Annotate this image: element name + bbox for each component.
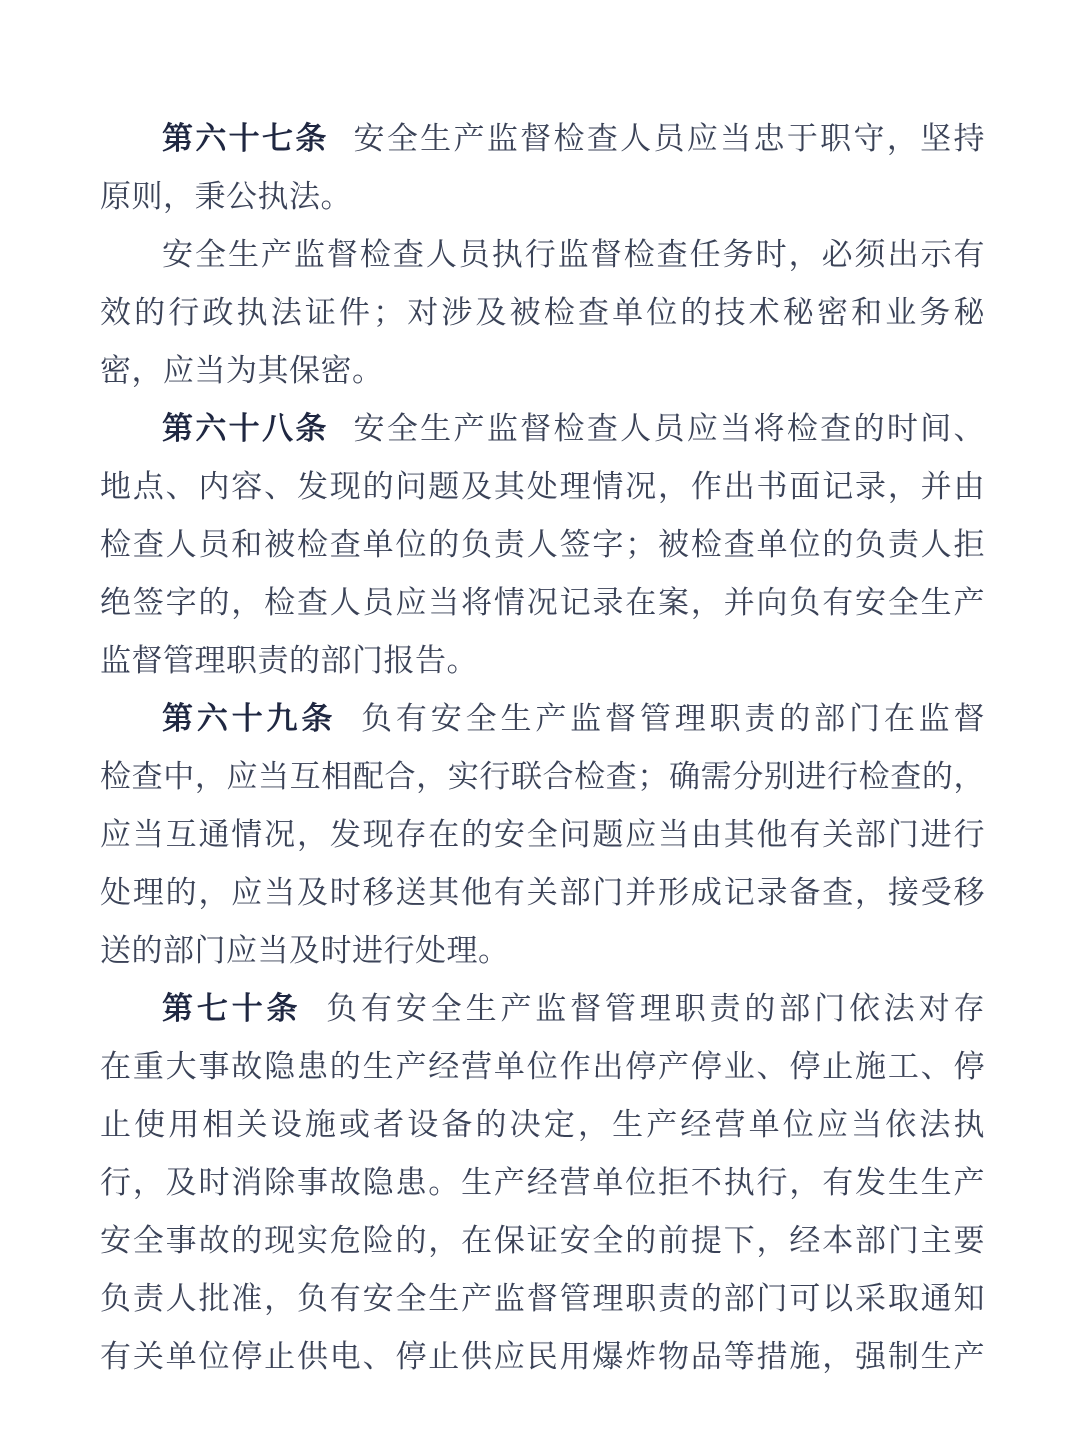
line-text: 检查人员和被检查单位的负责人签字；被检查单位的负责人拒 — [100, 527, 985, 562]
text-line — [100, 922, 985, 980]
line-text: 绝签字的，检查人员应当将情况记录在案，并向负有安全生产 — [100, 585, 985, 620]
line-text: 原则，秉公执法。 — [100, 179, 352, 214]
line-text: 止使用相关设施或者设备的决定，生产经营单位应当依法执 — [100, 1107, 985, 1142]
text-line — [100, 516, 985, 574]
line-text: 安全生产监督检查人员执行监督检查任务时，必须出示有 — [162, 237, 985, 272]
text-line — [100, 1270, 985, 1328]
article-number: 第六十九条 — [162, 701, 337, 736]
text-line — [100, 806, 985, 864]
text-line — [100, 342, 985, 400]
line-text: 效的行政执法证件；对涉及被检查单位的技术秘密和业务秘 — [100, 295, 985, 330]
text-line — [100, 400, 985, 458]
text-line — [100, 1038, 985, 1096]
text-line — [100, 632, 985, 690]
text-line — [100, 284, 985, 342]
line-text: 地点、内容、发现的问题及其处理情况，作出书面记录，并由 — [100, 469, 985, 504]
line-text: 密，应当为其保密。 — [100, 353, 384, 388]
line-text: 检查中，应当互相配合，实行联合检查；确需分别进行检查的， — [100, 759, 985, 794]
line-text: 送的部门应当及时进行处理。 — [100, 933, 510, 968]
line-text: 负有安全生产监督管理职责的部门依法对存 — [326, 991, 986, 1026]
text-line — [100, 458, 985, 516]
line-text: 安全生产监督检查人员应当将检查的时间、 — [353, 411, 986, 446]
text-line — [100, 168, 985, 226]
line-text: 行，及时消除事故隐患。生产经营单位拒不执行，有发生生产 — [100, 1165, 985, 1200]
line-text: 应当互通情况，发现存在的安全问题应当由其他有关部门进行 — [100, 817, 985, 852]
article-number: 第七十条 — [162, 991, 302, 1026]
text-line — [100, 1096, 985, 1154]
text-line — [100, 110, 985, 168]
article-number: 第六十七条 — [162, 121, 329, 156]
text-line — [100, 1328, 985, 1386]
text-line — [100, 980, 985, 1038]
line-text: 负有安全生产监督管理职责的部门在监督 — [361, 701, 986, 736]
document-body — [100, 110, 985, 1386]
line-text: 处理的，应当及时移送其他有关部门并形成记录备查，接受移 — [100, 875, 985, 910]
text-line — [100, 574, 985, 632]
line-text: 有关单位停止供电、停止供应民用爆炸物品等措施，强制生产 — [100, 1339, 985, 1374]
text-line — [100, 226, 985, 284]
text-line — [100, 1154, 985, 1212]
text-line — [100, 864, 985, 922]
line-text: 监督管理职责的部门报告。 — [100, 643, 478, 678]
line-text: 安全事故的现实危险的，在保证安全的前提下，经本部门主要 — [100, 1223, 985, 1258]
line-text: 负责人批准，负有安全生产监督管理职责的部门可以采取通知 — [100, 1281, 985, 1316]
text-line — [100, 690, 985, 748]
article-number: 第六十八条 — [162, 411, 329, 446]
line-text: 安全生产监督检查人员应当忠于职守，坚持 — [353, 121, 986, 156]
text-line — [100, 1212, 985, 1270]
line-text: 在重大事故隐患的生产经营单位作出停产停业、停止施工、停 — [100, 1049, 985, 1084]
text-line — [100, 748, 985, 806]
